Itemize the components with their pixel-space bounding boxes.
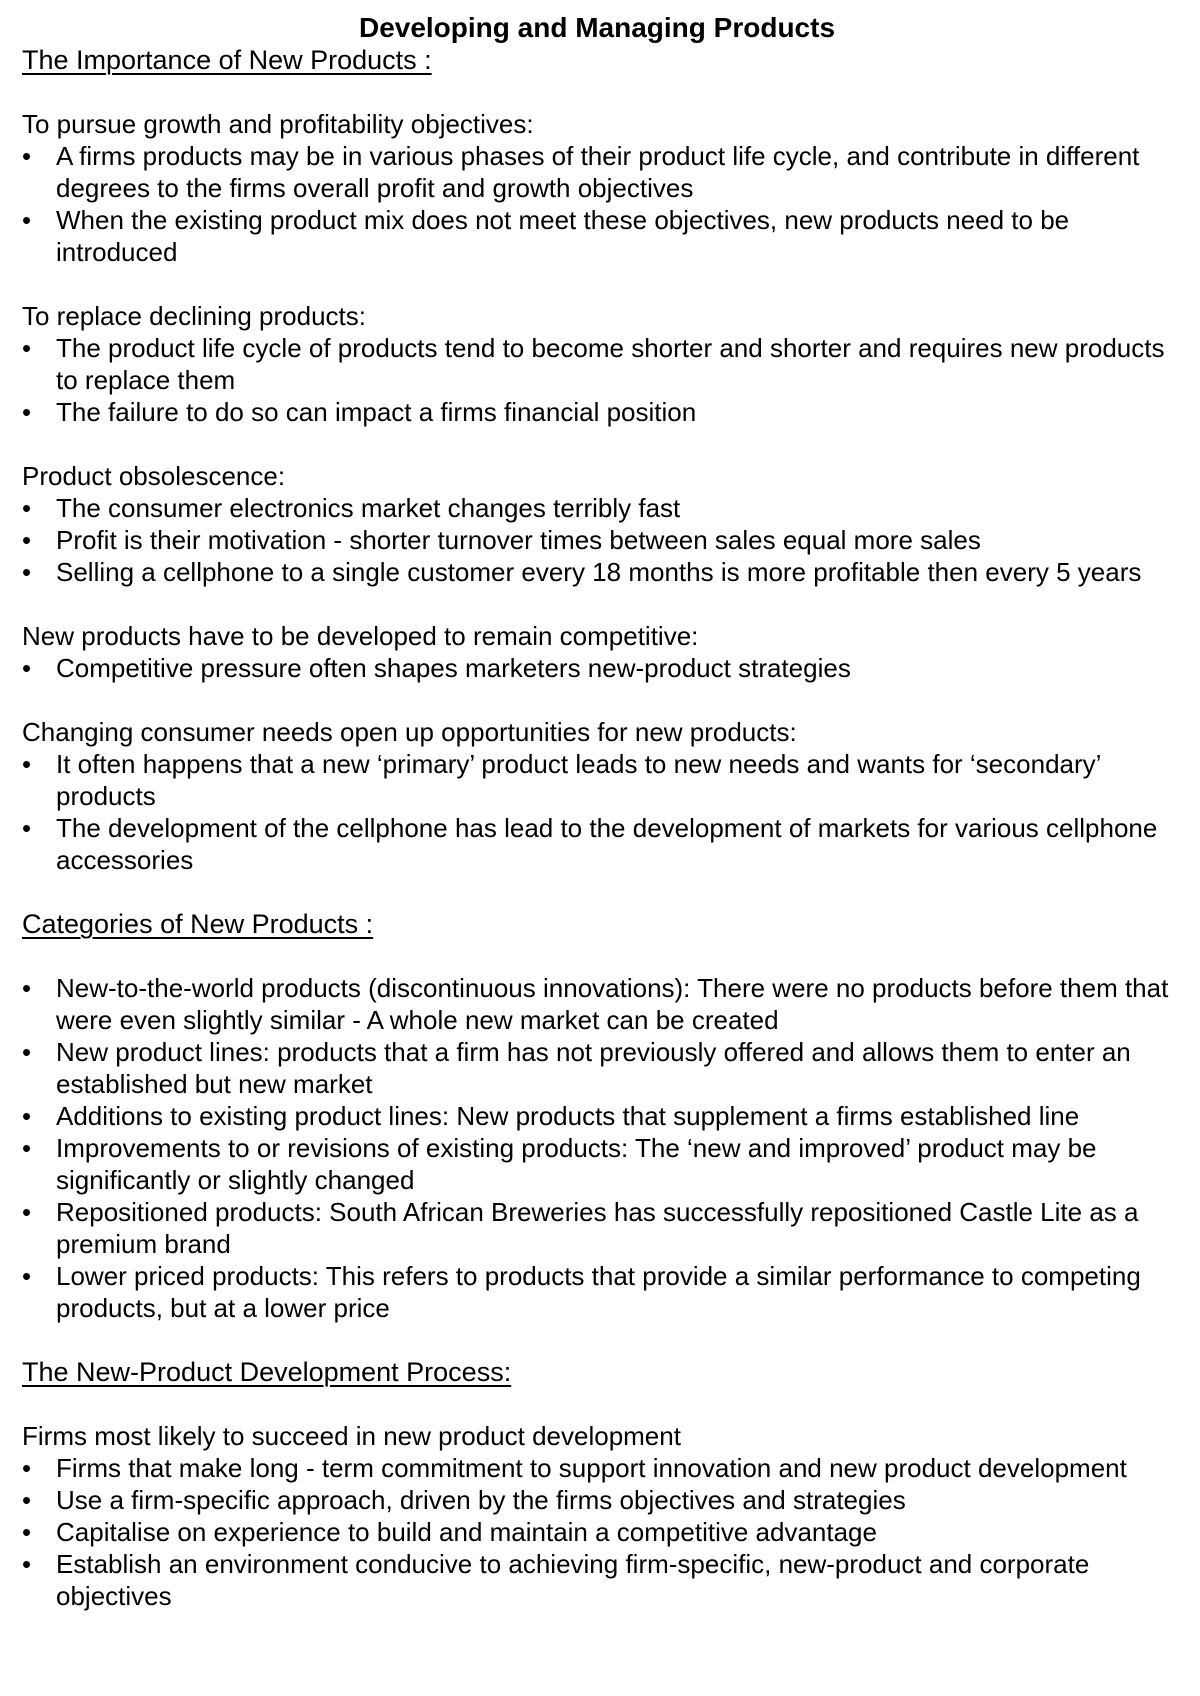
bullet-list (22, 748, 1182, 876)
bullet-point: • (22, 1261, 32, 1291)
bullet-point: • (22, 1485, 32, 1515)
bullet-group (22, 108, 1182, 268)
document-title: Developing and Managing Products (358, 12, 836, 43)
bullet-group (22, 972, 1182, 1324)
bullet-list (22, 972, 1182, 1324)
bullet-item (22, 1100, 1182, 1132)
bullet-point: • (22, 1453, 32, 1483)
bullet-text: The development of the cellphone has lead to the development of markets for various cellphone accessories (56, 813, 1158, 875)
bullet-point: • (22, 1101, 32, 1131)
bullet-text: When the existing product mix does not meet these objectives, new products need to be introduced (56, 205, 1070, 267)
group-lead: Product obsolescence: (22, 461, 286, 491)
bullet-item (22, 204, 1182, 268)
group-lead: To pursue growth and profitability objectives: (22, 109, 534, 139)
document (22, 0, 1182, 1644)
bullet-point: • (22, 557, 32, 587)
bullet-list (22, 332, 1182, 428)
bullet-group (22, 300, 1182, 428)
bullet-text: It often happens that a new ‘primary’ product leads to new needs and wants for ‘secondary’ products (56, 749, 1101, 811)
bullet-text: Additions to existing product lines: New products that supplement a firms established line (56, 1101, 1080, 1131)
group-lead: To replace declining products: (22, 301, 366, 331)
section-heading: Categories of New Products : (22, 909, 374, 939)
bullet-item (22, 1036, 1182, 1100)
bullet-item (22, 1260, 1182, 1324)
bullet-point: • (22, 1549, 32, 1579)
bullet-item (22, 1452, 1182, 1484)
bullet-point: • (22, 205, 32, 235)
group-lead: New products have to be developed to remain competitive: (22, 621, 699, 651)
bullet-text: New-to-the-world products (discontinuous innovations): There were no products before them that were even slightly similar - A whole new market can be created (56, 973, 1169, 1035)
bullet-item (22, 1196, 1182, 1260)
bullet-point: • (22, 1133, 32, 1163)
bullet-point: • (22, 141, 32, 171)
bullet-list (22, 652, 1182, 684)
section-2 (22, 908, 1182, 1356)
bullet-text: A firms products may be in various phases of their product life cycle, and contribute in different degrees to the firms overall profit and growth objectives (56, 141, 1140, 203)
bullet-text: Firms that make long - term commitment to support innovation and new product development (56, 1453, 1127, 1483)
bullet-group (22, 1420, 1182, 1612)
bullet-point: • (22, 973, 32, 1003)
spacer (22, 1388, 1182, 1420)
bullet-point: • (22, 333, 32, 363)
bullet-text: Improvements to or revisions of existing products: The ‘new and improved’ product may be significantly or slightly changed (56, 1133, 1097, 1195)
bullet-group (22, 620, 1182, 684)
bullet-point: • (22, 493, 32, 523)
group-lead: Changing consumer needs open up opportunities for new products: (22, 717, 797, 747)
bullet-point: • (22, 1037, 32, 1067)
bullet-text: The product life cycle of products tend to become shorter and shorter and requires new products to replace them (56, 333, 1165, 395)
spacer (22, 1324, 1182, 1356)
bullet-item (22, 652, 1182, 684)
bullet-text: Selling a cellphone to a single customer every 18 months is more profitable then every 5 years (56, 557, 1142, 587)
spacer (22, 1612, 1182, 1644)
bullet-item (22, 812, 1182, 876)
bullet-item (22, 396, 1182, 428)
bullet-point: • (22, 1197, 32, 1227)
section-heading: The New-Product Development Process: (22, 1357, 512, 1387)
bullet-item (22, 140, 1182, 204)
bullet-text: Establish an environment conducive to achieving firm-specific, new-product and corporate objectives (56, 1549, 1090, 1611)
bullet-item (22, 1548, 1182, 1612)
bullet-text: New product lines: products that a firm has not previously offered and allows them to enter an established but new market (56, 1037, 1131, 1099)
spacer (22, 588, 1182, 620)
bullet-text: Capitalise on experience to build and maintain a competitive advantage (56, 1517, 877, 1547)
spacer (22, 76, 1182, 108)
document-body (22, 44, 1182, 1644)
bullet-list (22, 492, 1182, 588)
bullet-point: • (22, 813, 32, 843)
bullet-text: Profit is their motivation - shorter turnover times between sales equal more sales (56, 525, 981, 555)
bullet-point: • (22, 397, 32, 427)
bullet-item (22, 748, 1182, 812)
bullet-item (22, 524, 1182, 556)
section-3 (22, 1356, 1182, 1644)
bullet-text: Competitive pressure often shapes marketers new-product strategies (56, 653, 851, 683)
bullet-group (22, 460, 1182, 588)
bullet-item (22, 1516, 1182, 1548)
bullet-text: Repositioned products: South African Breweries has successfully repositioned Castle Lite as a premium brand (56, 1197, 1139, 1259)
bullet-item (22, 556, 1182, 588)
spacer (22, 684, 1182, 716)
bullet-group (22, 716, 1182, 876)
spacer (22, 428, 1182, 460)
bullet-text: The failure to do so can impact a firms financial position (56, 397, 697, 427)
section-heading: The Importance of New Products : (22, 45, 432, 75)
spacer (22, 876, 1182, 908)
bullet-item (22, 972, 1182, 1036)
bullet-point: • (22, 1517, 32, 1547)
section-1 (22, 44, 1182, 908)
spacer (22, 940, 1182, 972)
bullet-item (22, 492, 1182, 524)
bullet-text: The consumer electronics market changes terribly fast (56, 493, 681, 523)
bullet-list (22, 140, 1182, 268)
bullet-item (22, 1484, 1182, 1516)
bullet-list (22, 1452, 1182, 1612)
bullet-item (22, 332, 1182, 396)
bullet-text: Use a firm-specific approach, driven by the firms objectives and strategies (56, 1485, 906, 1515)
spacer (22, 268, 1182, 300)
bullet-text: Lower priced products: This refers to products that provide a similar performance to competing products, but at a lower price (56, 1261, 1141, 1323)
bullet-point: • (22, 653, 32, 683)
group-lead: Firms most likely to succeed in new product development (22, 1421, 681, 1451)
bullet-point: • (22, 525, 32, 555)
bullet-item (22, 1132, 1182, 1196)
bullet-point: • (22, 749, 32, 779)
